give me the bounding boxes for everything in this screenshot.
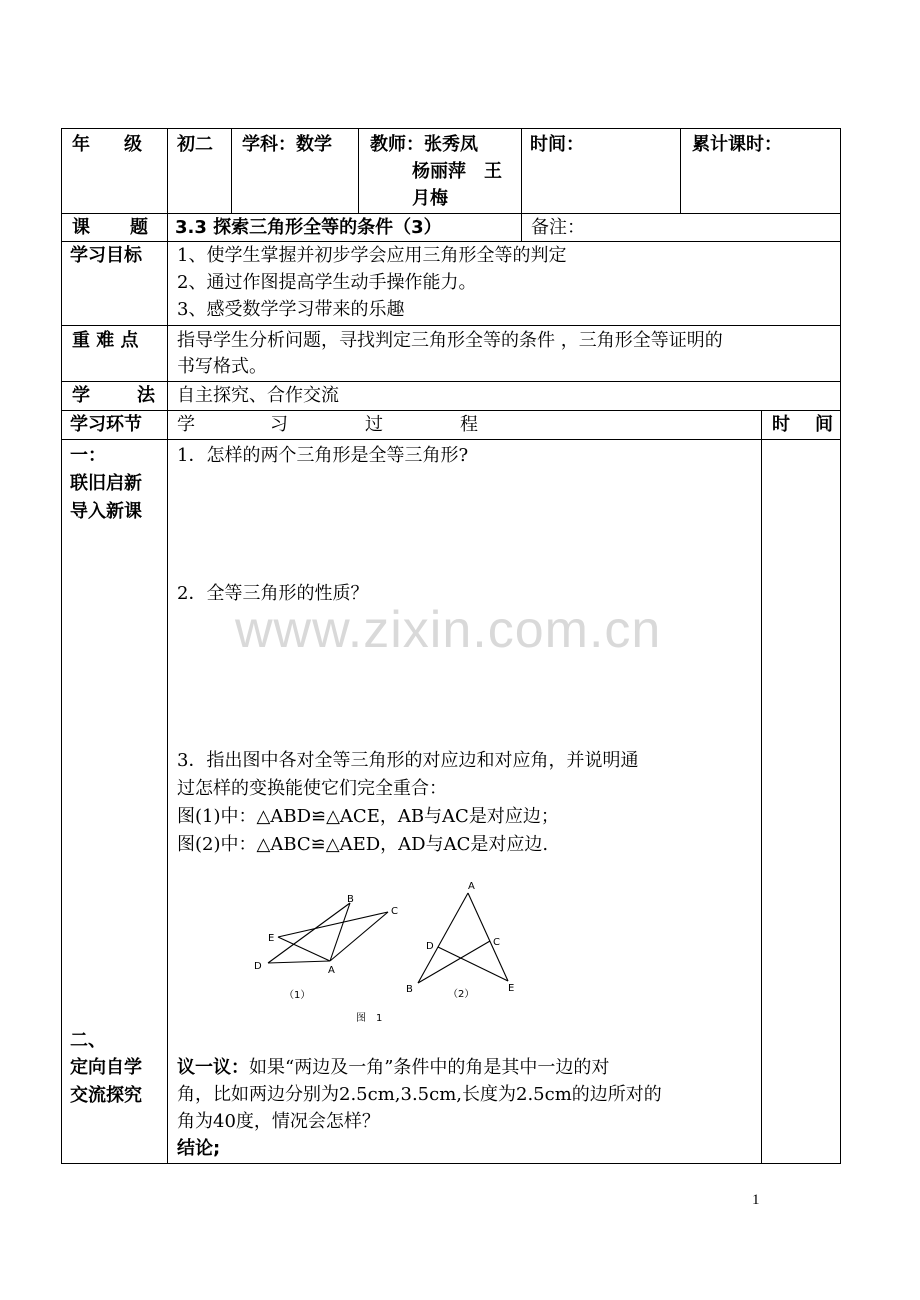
- figure-2-statement: 图(2)中：△ABC≌△AED，AD与AC是对应边.: [177, 834, 549, 855]
- figure-1-statement: 图(1)中：△ABD≌△ACE，AB与AC是对应边；: [177, 806, 559, 827]
- question-3-line-2: 过怎样的变换能使它们完全重合：: [177, 778, 447, 799]
- fig2-label-d: D: [426, 941, 434, 952]
- fig2-segment: [418, 893, 468, 983]
- fig1-segment: [268, 961, 330, 963]
- section-2-title-1: 定向自学: [70, 1057, 142, 1078]
- fig1-segment: [278, 937, 330, 961]
- fig1-label-c: C: [391, 906, 398, 917]
- fig2-segment: [438, 947, 508, 981]
- question-3-line-1: 3．指出图中各对全等三角形的对应边和对应角，并说明通: [177, 750, 639, 771]
- time-column-label-2: 间: [815, 414, 833, 435]
- fig1-label-e: E: [268, 933, 275, 944]
- fig2-label-e: E: [508, 983, 515, 994]
- fig1-label-b: B: [347, 894, 354, 905]
- key-points-line-2: 书写格式。: [177, 356, 267, 377]
- key-points-label: 重 难 点: [72, 330, 139, 351]
- section-1-title-1: 联旧启新: [70, 473, 142, 494]
- section-1-title-2: 导入新课: [70, 501, 142, 522]
- question-1: 1．怎样的两个三角形是全等三角形?: [177, 445, 469, 466]
- watermark: www.zixin.com.cn: [235, 601, 662, 659]
- key-points-line-1: 指导学生分析问题，寻找判定三角形全等的条件 ，三角形全等证明的: [177, 330, 723, 351]
- goal-item: 3、感受数学学习带来的乐趣: [177, 299, 405, 320]
- discussion-line-1: [177, 1054, 609, 1082]
- process-header-char: 学: [177, 414, 195, 435]
- discussion-line-3: 角为40度，情况会怎样？: [177, 1111, 380, 1132]
- method-value: 自主探究、合作交流: [177, 385, 339, 406]
- figure-caption: 图 1: [356, 1013, 383, 1024]
- discussion-line-2: 角，比如两边分别为2.5cm,3.5cm,长度为2.5cm的边所对的: [177, 1084, 662, 1105]
- process-stage-label: 学习环节: [70, 414, 142, 435]
- goals-label: 学习目标: [70, 245, 142, 266]
- triangle-figure: [240, 875, 540, 1030]
- page-number: 1: [752, 1192, 760, 1208]
- topic-label-1: 课: [72, 217, 90, 238]
- question-2: 2．全等三角形的性质？: [177, 583, 369, 604]
- grade-label: 年: [72, 134, 90, 155]
- goal-item: 1、使学生掌握并初步学会应用三角形全等的判定: [177, 245, 567, 266]
- fig2-caption: （2）: [448, 989, 475, 1000]
- section-2-title-2: 交流探究: [70, 1085, 142, 1106]
- fig2-label-a: A: [468, 881, 475, 892]
- fig1-caption: （1）: [284, 990, 311, 1001]
- discussion-label: 议一议：: [177, 1057, 249, 1078]
- process-header-char: 过: [365, 414, 383, 435]
- time-column-label-1: 时: [772, 414, 790, 435]
- topic-value: 3.3 探索三角形全等的条件（3）: [175, 217, 442, 238]
- fig1-label-a: A: [328, 965, 335, 976]
- fig2-label-c: C: [493, 937, 500, 948]
- note-label: 备注：: [531, 217, 585, 238]
- goal-item: 2、通过作图提高学生动手操作能力。: [177, 272, 477, 293]
- cumulative-hours-label: 累计课时：: [692, 134, 782, 155]
- fig2-segment: [468, 893, 508, 981]
- teacher-line-2: 杨丽萍 王: [412, 161, 502, 182]
- conclusion-label: 结论;: [177, 1138, 221, 1159]
- teacher-line-3: 月梅: [412, 188, 448, 209]
- grade-label-2: 级: [124, 134, 142, 155]
- method-label-1: 学: [72, 385, 90, 406]
- fig2-label-b: B: [406, 984, 413, 995]
- process-header-char: 习: [270, 414, 288, 435]
- topic-label-2: 题: [130, 217, 148, 238]
- fig1-label-d: D: [254, 961, 262, 972]
- grade-value: 初二: [177, 134, 213, 155]
- process-header-char: 程: [460, 414, 478, 435]
- time-label: 时间：: [530, 134, 584, 155]
- method-label-2: 法: [137, 385, 155, 406]
- teacher-line-1: 教师：张秀凤: [370, 134, 478, 155]
- discussion-text: 如果“两边及一角”条件中的角是其中一边的对: [249, 1057, 610, 1078]
- section-2-number: 二、: [70, 1030, 106, 1051]
- section-1-number: 一：: [70, 445, 106, 466]
- subject-label: 学科：数学: [242, 134, 332, 155]
